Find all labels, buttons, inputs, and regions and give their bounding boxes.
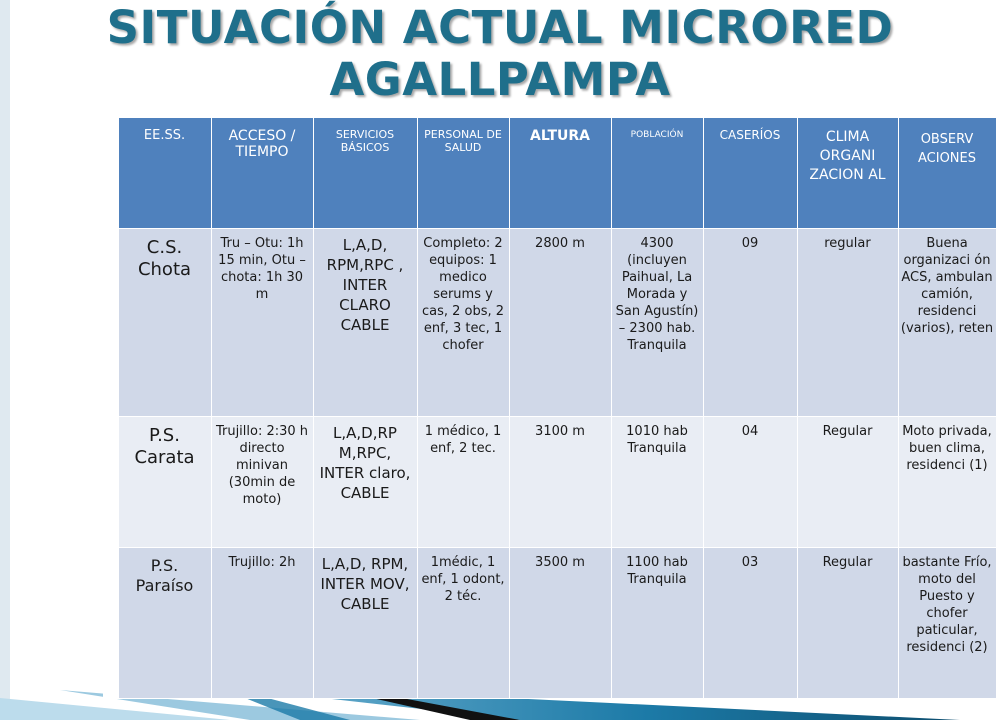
- table-spacer: [103, 229, 118, 417]
- population-cell: 4300 (incluyen Paihual, La Morada y San Agustín) – 2300 hab. Tranquila: [611, 229, 703, 417]
- left-accent-decoration: [0, 0, 40, 720]
- status-table: [103, 117, 997, 699]
- observations-cell: Buena organizaci ón ACS, ambulan camión, residenci (varios), reten: [898, 229, 996, 417]
- header-cell: ALTURA: [509, 118, 611, 229]
- table-row: [103, 548, 996, 699]
- population-cell: 1100 hab Tranquila: [611, 548, 703, 699]
- header-cell: CASERÍOS: [703, 118, 797, 229]
- climate-cell: regular: [797, 229, 898, 417]
- table-spacer: [103, 417, 118, 548]
- header-cell: POBLACIÓN: [611, 118, 703, 229]
- table-row: [103, 417, 996, 548]
- header-cell: ACCESO / TIEMPO: [211, 118, 313, 229]
- staff-cell: 1médic, 1 enf, 1 odont, 2 téc.: [417, 548, 509, 699]
- climate-cell: Regular: [797, 417, 898, 548]
- staff-cell: Completo: 2 equipos: 1 medico serums y cas, 2 obs, 2 enf, 3 tec, 1 chofer: [417, 229, 509, 417]
- hamlets-cell: 09: [703, 229, 797, 417]
- table-spacer: [103, 548, 118, 699]
- header-cell: OBSERV ACIONES: [898, 118, 996, 229]
- header-cell: CLIMA ORGANI ZACION AL: [797, 118, 898, 229]
- population-cell: 1010 hab Tranquila: [611, 417, 703, 548]
- services-cell: L,A,D, RPM, INTER MOV, CABLE: [313, 548, 417, 699]
- hamlets-cell: 03: [703, 548, 797, 699]
- facility-name: P.S. Carata: [118, 417, 211, 548]
- services-cell: L,A,D, RPM,RPC , INTER CLARO CABLE: [313, 229, 417, 417]
- header-cell: SERVICIOS BÁSICOS: [313, 118, 417, 229]
- access-cell: Trujillo: 2h: [211, 548, 313, 699]
- table-spacer: [103, 118, 118, 229]
- access-cell: Tru – Otu: 1h 15 min, Otu – chota: 1h 30 m: [211, 229, 313, 417]
- header-cell: EE.SS.: [118, 118, 211, 229]
- services-cell: L,A,D,RP M,RPC, INTER claro, CABLE: [313, 417, 417, 548]
- table-header-row: [103, 118, 996, 229]
- observations-cell: Moto privada, buen clima, residenci (1): [898, 417, 996, 548]
- climate-cell: Regular: [797, 548, 898, 699]
- altitude-cell: 3100 m: [509, 417, 611, 548]
- staff-cell: 1 médico, 1 enf, 2 tec.: [417, 417, 509, 548]
- hamlets-cell: 04: [703, 417, 797, 548]
- altitude-cell: 2800 m: [509, 229, 611, 417]
- facility-name: P.S. Paraíso: [118, 548, 211, 699]
- access-cell: Trujillo: 2:30 h directo minivan (30min de moto): [211, 417, 313, 548]
- observations-cell: bastante Frío, moto del Puesto y chofer paticular, residenci (2): [898, 548, 996, 699]
- header-cell: PERSONAL DE SALUD: [417, 118, 509, 229]
- table-row: [103, 229, 996, 417]
- altitude-cell: 3500 m: [509, 548, 611, 699]
- facility-name: C.S. Chota: [118, 229, 211, 417]
- page-title: SITUACIÓN ACTUAL MICRORED AGALLPAMPA: [106, 1, 894, 106]
